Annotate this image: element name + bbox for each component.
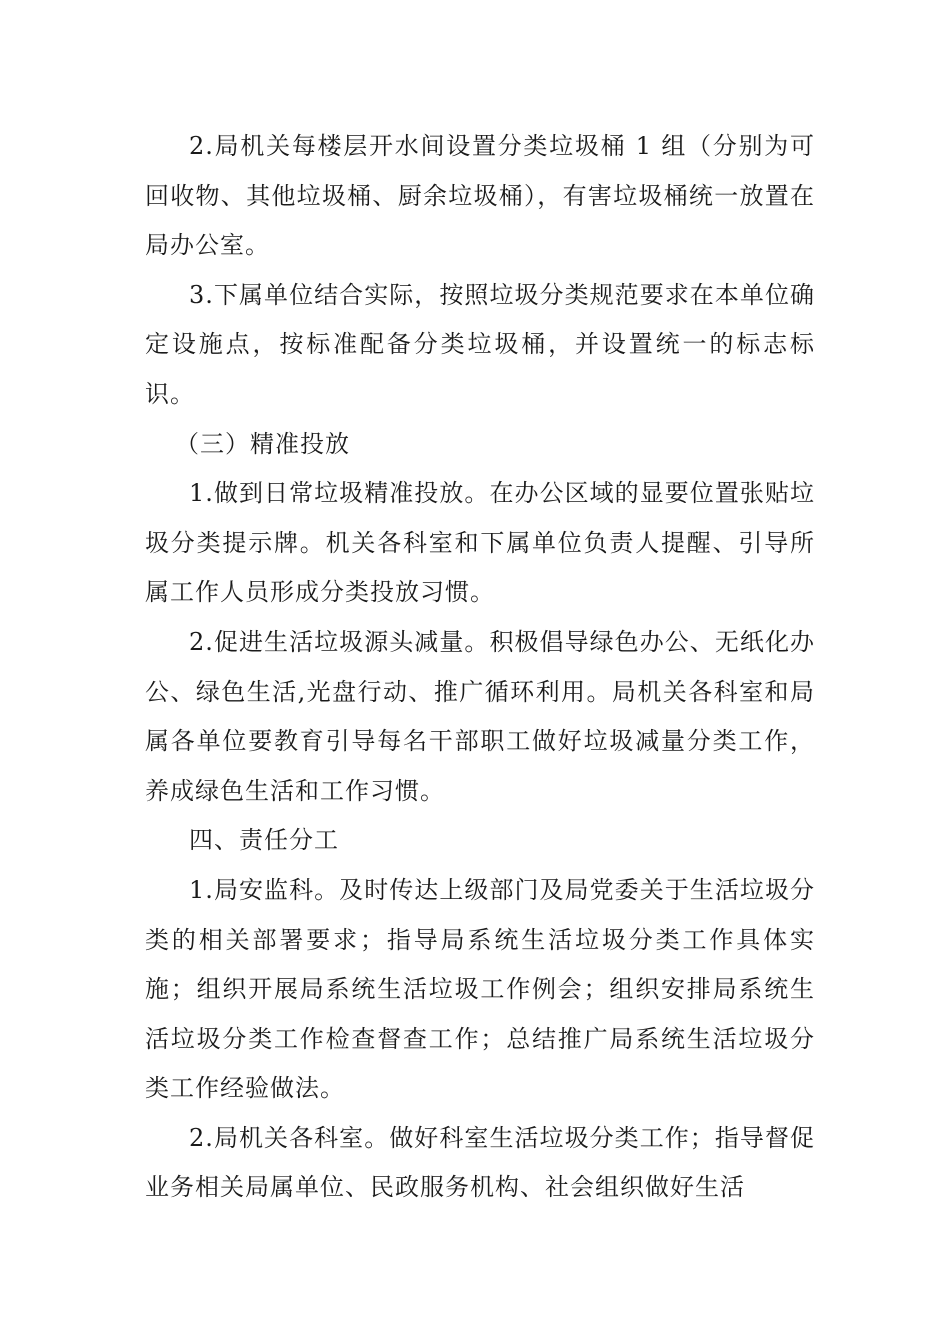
heading-responsibility: 四、责任分工 [189,826,339,855]
heading-precise-disposal: （三）精准投放 [175,429,350,458]
paragraph-subordinate-units: 3.下属单位结合实际，按照垃圾分类规范要求在本单位确定设施点，按标准配备分类垃圾桶，并设置统一的标志标识。 [145,280,815,408]
paragraph-safety-section: 1.局安监科。及时传达上级部门及局党委关于生活垃圾分类的相关部署要求；指导局系统生活垃圾分类工作具体实施；组织开展局系统生活垃圾工作例会；组织安排局系统生活垃圾分类工作检查督查工作；总结推广局系统生活垃圾分类工作经验做法。 [145,875,815,1103]
paragraph-office-sections: 2.局机关各科室。做好科室生活垃圾分类工作；指导督促业务相关局属单位、民政服务机构、社会组织做好生活 [145,1123,815,1202]
paragraph-source-reduction: 2.促进生活垃圾源头减量。积极倡导绿色办公、无纸化办公、绿色生活,光盘行动、推广循环利用。局机关各科室和局属各单位要教育引导每名干部职工做好垃圾减量分类工作，养成绿色生活和工作习惯。 [145,627,815,805]
document-body [145,122,815,1213]
paragraph-floor-bins: 2.局机关每楼层开水间设置分类垃圾桶 1 组（分别为可回收物、其他垃圾桶、厨余垃圾桶），有害垃圾桶统一放置在局办公室。 [145,132,815,260]
paragraph-daily-disposal: 1.做到日常垃圾精准投放。在办公区域的显要位置张贴垃圾分类提示牌。机关各科室和下属单位负责人提醒、引导所属工作人员形成分类投放习惯。 [145,479,815,607]
